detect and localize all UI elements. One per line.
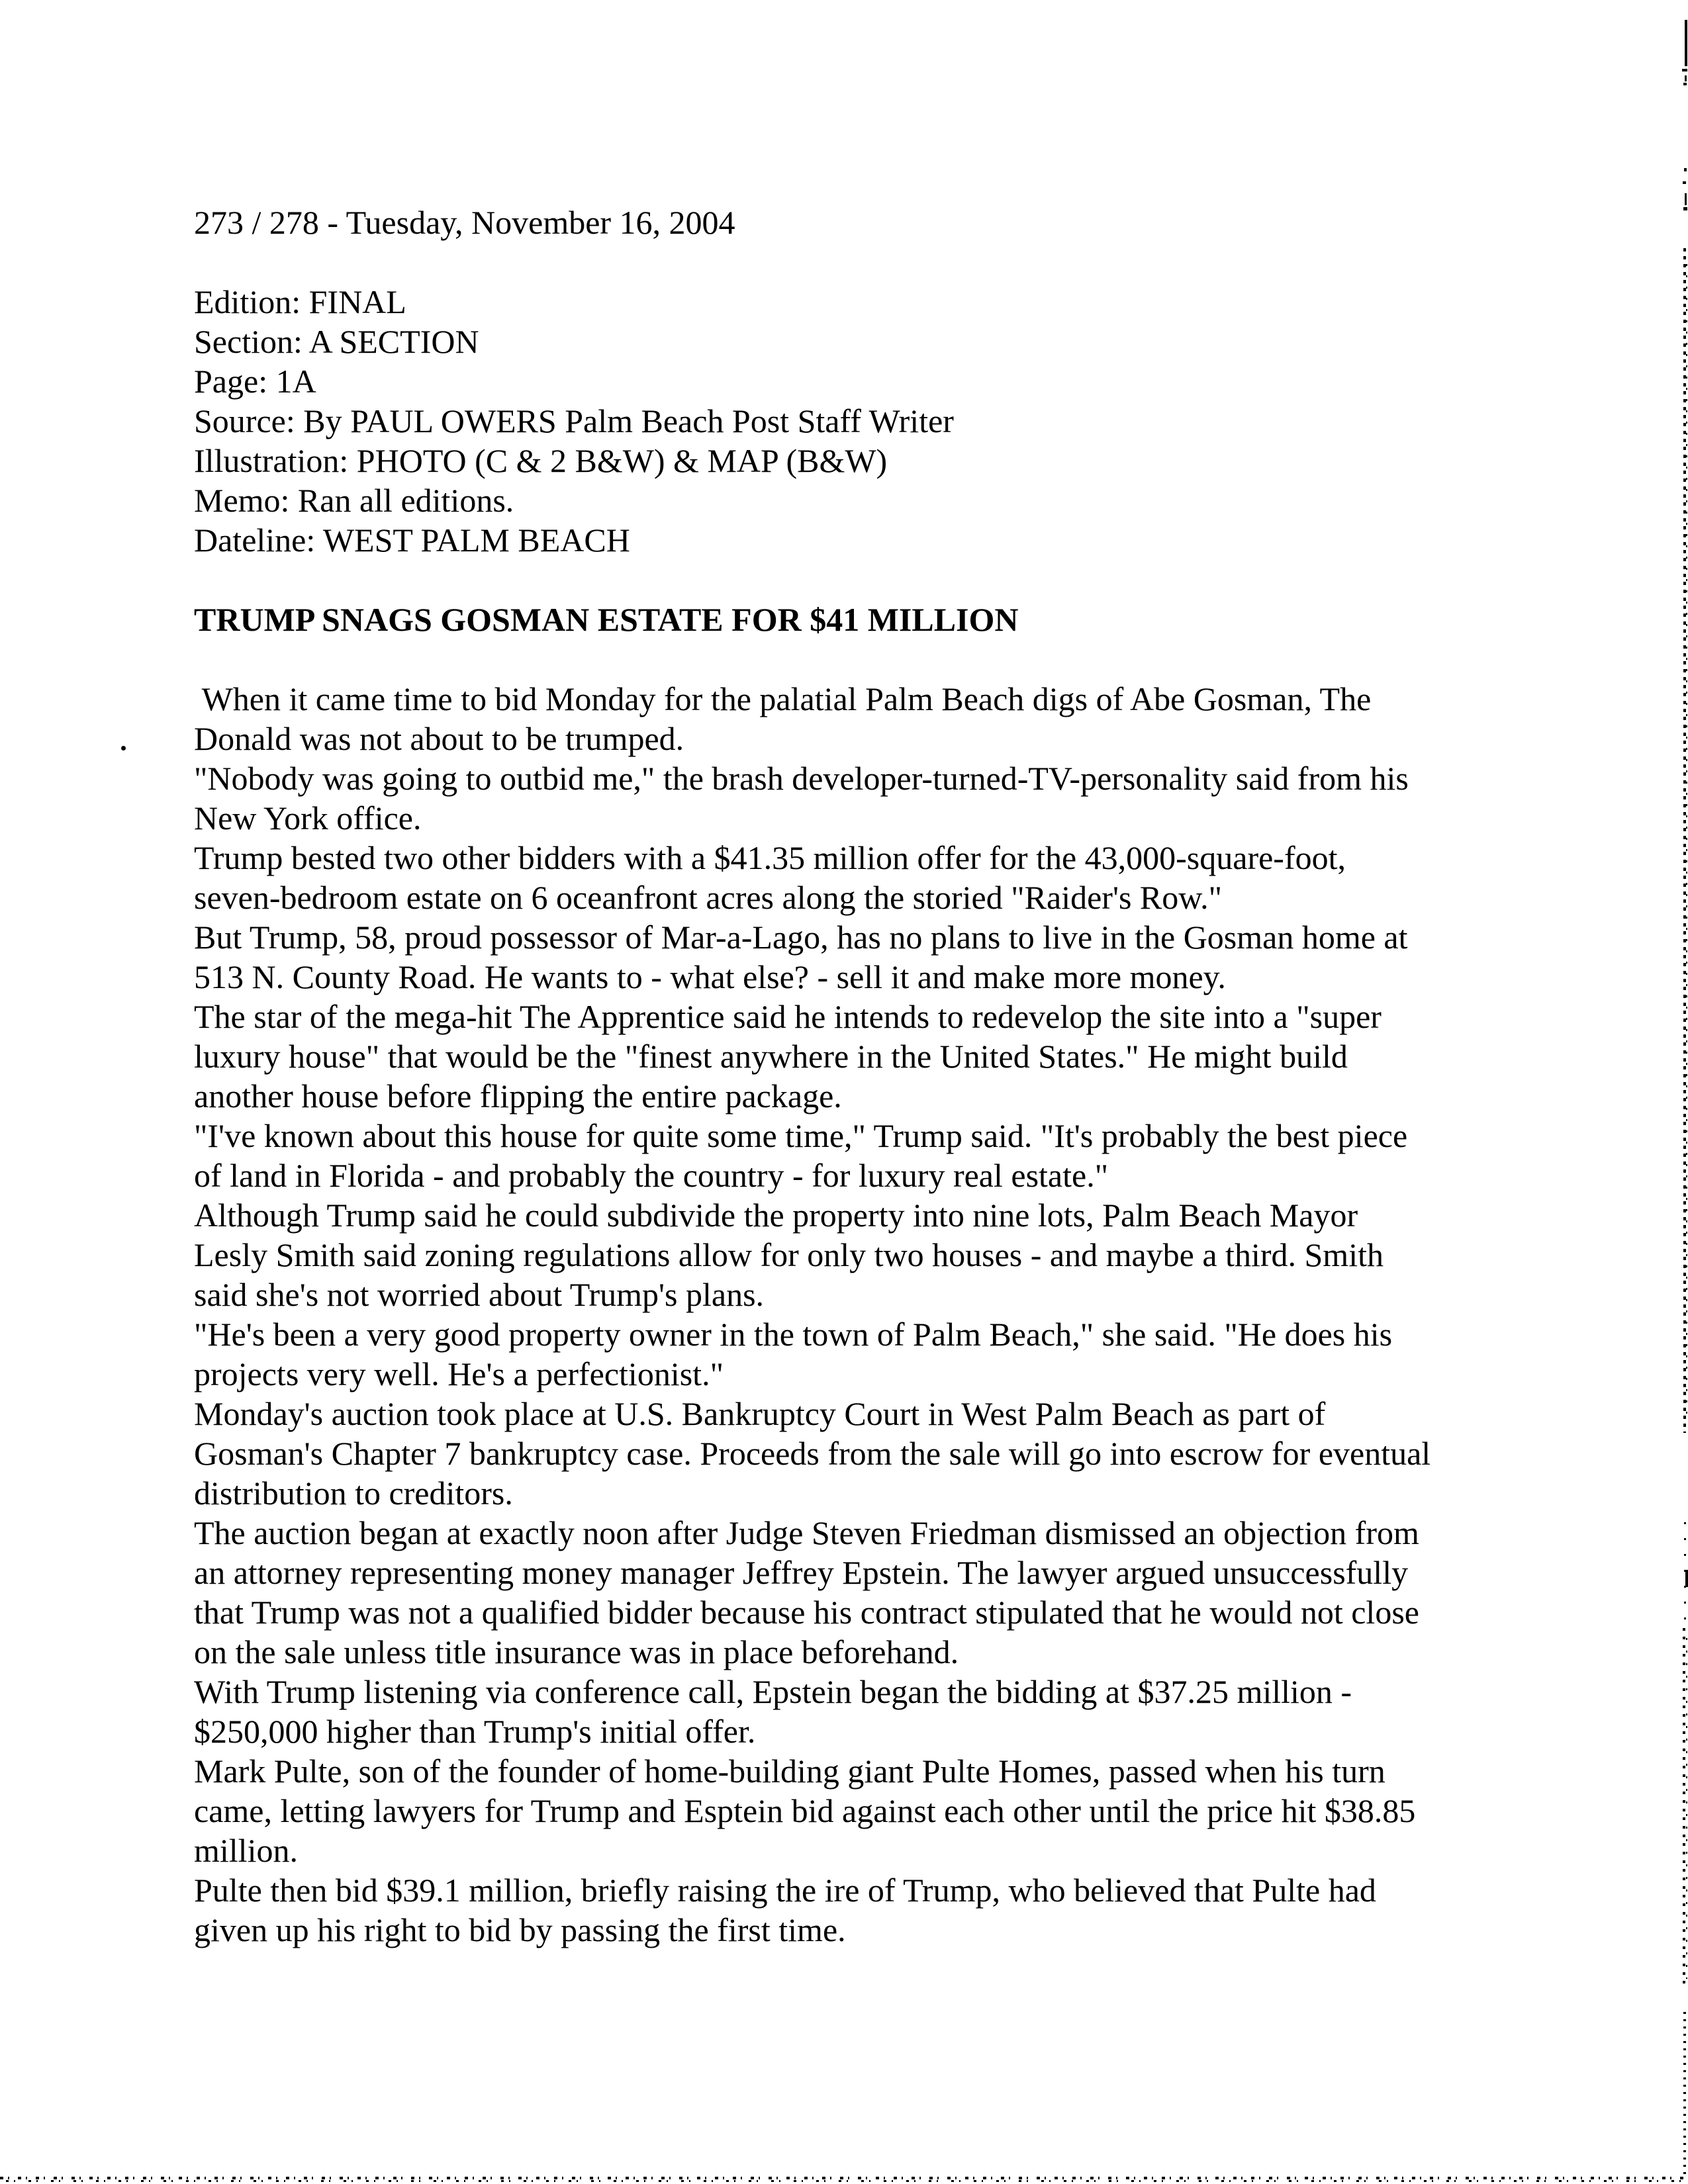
scan-artifact-speck	[1685, 193, 1687, 205]
article-text-line: $250,000 higher than Trump's initial offer.	[194, 1713, 756, 1750]
scan-noise-right-edge	[1686, 261, 1687, 1420]
scan-noise-bottom-edge	[1, 2180, 1688, 2182]
article-text-line: "Nobody was going to outbid me," the brash developer-turned-TV-personality said from his	[194, 760, 1409, 797]
headline-block	[194, 600, 1019, 639]
article-text-line: million.	[194, 1832, 298, 1869]
metadata-line: Page: 1A	[194, 363, 316, 400]
metadata-line: Edition: FINAL	[194, 283, 406, 320]
article-text-line: The star of the mega-hit The Apprentice said he intends to redevelop the site into a "super	[194, 998, 1382, 1035]
metadata-block	[194, 282, 954, 560]
article-text-line: luxury house" that would be the "finest anywhere in the United States." He might build	[194, 1038, 1348, 1075]
article-text-line: an attorney representing money manager Jeffrey Epstein. The lawyer argued unsuccessfully	[194, 1554, 1409, 1591]
article-text-line: Trump bested two other bidders with a $41.35 million offer for the 43,000-square-foot,	[194, 839, 1346, 876]
metadata-line: Dateline: WEST PALM BEACH	[194, 522, 630, 559]
article-text-line: said she's not worried about Trump's plans.	[194, 1276, 765, 1313]
article-text-line: given up his right to bid by passing the first time.	[194, 1911, 846, 1948]
scan-artifact-speck	[1685, 75, 1687, 81]
scan-noise-bottom-edge	[0, 2177, 1688, 2179]
scan-artifact-speck	[1683, 207, 1687, 210]
article-body	[194, 679, 1430, 1950]
article-text-line: With Trump listening via conference call, Epstein began the bidding at $37.25 million -	[194, 1673, 1352, 1710]
scan-artifact-vertical-line	[1685, 20, 1687, 66]
article-text-line: New York office.	[194, 799, 422, 837]
article-text-line: But Trump, 58, proud possessor of Mar-a-Lago, has no plans to live in the Gosman home at	[194, 919, 1408, 956]
article-text-line: "I've known about this house for quite some time," Trump said. "It's probably the best piece	[194, 1117, 1408, 1154]
metadata-line: Section: A SECTION	[194, 323, 479, 360]
metadata-line: Illustration: PHOTO (C & 2 B&W) & MAP (B&W)	[194, 442, 888, 479]
article-headline: TRUMP SNAGS GOSMAN ESTATE FOR $41 MILLION	[194, 601, 1019, 638]
scan-artifact-speck	[1684, 168, 1687, 171]
article-text-line: The auction began at exactly noon after Judge Steven Friedman dismissed an objection from	[194, 1514, 1419, 1551]
scan-noise-right-edge	[1686, 1635, 1687, 1979]
metadata-line: Memo: Ran all editions.	[194, 482, 514, 519]
article-text-line: Lesly Smith said zoning regulations allow for only two houses - and maybe a third. Smith	[194, 1236, 1383, 1273]
article-text-line: came, letting lawyers for Trump and Esptein bid against each other until the price hit $38.85	[194, 1792, 1416, 1829]
article-text-line: distribution to creditors.	[194, 1475, 513, 1512]
scan-artifact-dot	[121, 746, 126, 751]
article-text-line: "He's been a very good property owner in the town of Palm Beach," she said. "He does his	[194, 1316, 1393, 1353]
page-header	[194, 203, 735, 242]
article-text-line: on the sale unless title insurance was in place beforehand.	[194, 1633, 959, 1670]
article-text-line: another house before flipping the entire package.	[194, 1077, 842, 1115]
scan-artifact-speck	[1683, 181, 1686, 184]
scan-artifact-speck	[1682, 69, 1687, 71]
article-text-line: seven-bedroom estate on 6 oceanfront acres along the storied "Raider's Row."	[194, 879, 1223, 916]
scan-artifact-speck	[1683, 83, 1687, 85]
article-text-line: Donald was not about to be trumped.	[194, 720, 684, 757]
article-text-line: that Trump was not a qualified bidder because his contract stipulated that he would not close	[194, 1594, 1419, 1631]
page-counter-date-line: 273 / 278 - Tuesday, November 16, 2004	[194, 204, 735, 241]
article-text-line: Pulte then bid $39.1 million, briefly raising the ire of Trump, who believed that Pulte had	[194, 1872, 1376, 1909]
article-text-line: 513 N. County Road. He wants to - what else? - sell it and make more money.	[194, 958, 1226, 995]
article-text-line: Mark Pulte, son of the founder of home-building giant Pulte Homes, passed when his turn	[194, 1752, 1385, 1790]
article-text-line: Gosman's Chapter 7 bankruptcy case. Proceeds from the sale will go into escrow for eventual	[194, 1435, 1431, 1472]
scan-noise-right-edge	[1684, 1522, 1686, 1621]
scan-noise-right-edge	[1683, 2012, 1686, 2177]
article-text-line: projects very well. He's a perfectionist."	[194, 1355, 724, 1392]
scan-noise-right-edge	[1683, 1628, 1685, 1985]
article-text-line: When it came time to bid Monday for the palatial Palm Beach digs of Abe Gosman, The	[194, 680, 1372, 717]
article-text-line: of land in Florida - and probably the country - for luxury real estate."	[194, 1157, 1109, 1194]
article-text-line: Monday's auction took place at U.S. Bankruptcy Court in West Palm Beach as part of	[194, 1395, 1326, 1432]
article-text-line: Although Trump said he could subdivide the property into nine lots, Palm Beach Mayor	[194, 1197, 1358, 1234]
metadata-line: Source: By PAUL OWERS Palm Beach Post Staff Writer	[194, 402, 954, 439]
